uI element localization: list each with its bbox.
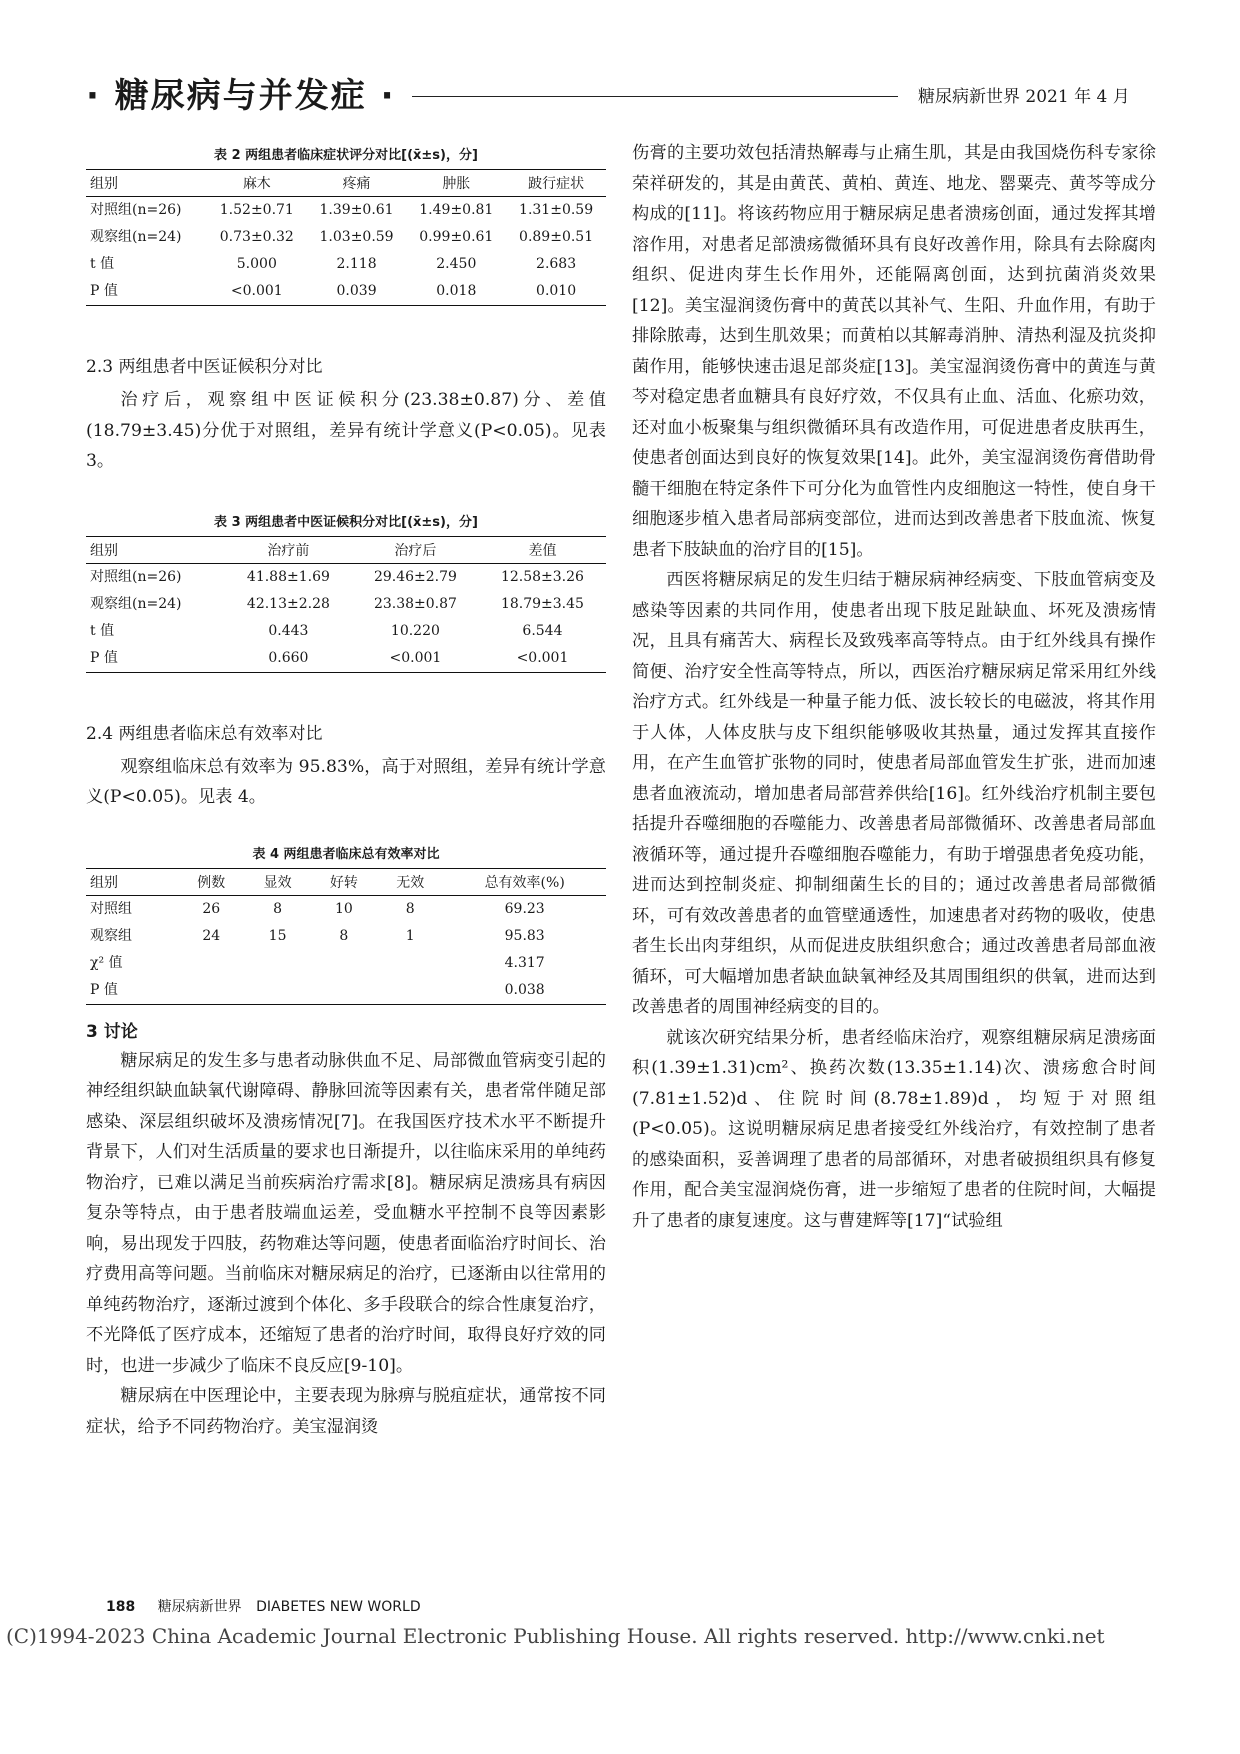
table-cell: 1.03±0.59: [319, 229, 394, 245]
table-cell: <0.001: [207, 278, 307, 306]
table-cell: 0.660: [225, 645, 352, 673]
table-cell: 18.79±3.45: [500, 595, 584, 612]
table-header: 麻木: [207, 170, 307, 197]
table-cell: [244, 950, 310, 977]
table-row: [86, 278, 606, 306]
table-cell: 0.443: [268, 622, 309, 639]
table-cell: <0.001: [352, 645, 479, 673]
table-header: 无效: [377, 868, 443, 895]
right-paragraph-3: 就该次研究结果分析，患者经临床治疗，观察组糖尿病足溃疡面积(1.39±1.31)cm²、换药次数(13.35±1.14)次、溃疡愈合时间(7.81±1.52)d、住院时间(8.78±1.89)d，均短于对照组(P<0.05)。这说明糖尿病足患者接受红外线治疗，有效控制了患者的感染面积，妥善调理了患者的局部循环，对患者破损组织具有修复作用，配合美宝湿润烧伤膏，进一步缩短了患者的住院时间，大幅提升了患者的康复速度。这与曹建辉等[17]“试验组: [632, 1027, 1156, 1231]
discussion-paragraph-1: 糖尿病足的发生多与患者动脉供血不足、局部微血管病变引起的神经组织缺血缺氧代谢障碍、静脉回流等因素有关，患者常伴随足部感染、深层组织破坏及溃疡情况[7]。在我国医疗技术水平不断提升背景下，人们对生活质量的要求也日渐提升，以往临床采用的单纯药物治疗，已难以满足当前疾病治疗需求[8]。糖尿病足溃疡具有病因复杂等特点，由于患者肢端血运差，受血糖水平控制不良等因素影响，易出现发于四肢，药物难达等问题，使患者面临治疗时间长、治疗费用高等问题。当前临床对糖尿病足的治疗，已逐渐由以往常用的单纯药物治疗，逐渐过渡到个体化、多手段联合的综合性康复治疗，不光降低了医疗成本，还缩短了患者的治疗时间，取得良好疗效的同时，也进一步减少了临床不良反应[9-10]。: [86, 1050, 606, 1376]
table-cell: 1.49±0.81: [419, 202, 494, 218]
section-2-4-body: 观察组临床总有效率为 95.83%，高于对照组，差异有统计学意义(P<0.05)。见表 4。: [86, 756, 606, 807]
table-cell: [377, 950, 443, 977]
table-header: 组别: [86, 170, 207, 197]
table-row: [86, 923, 606, 950]
table-cell: 26: [202, 900, 221, 917]
copyright-line: (C)1994-2023 China Academic Journal Electronic Publishing House. All rights reserved. http://www.cnki.net: [6, 1624, 1105, 1648]
table-cell: 0.010: [506, 278, 606, 306]
table-cell: 0.038: [443, 977, 606, 1005]
table-cell: [244, 977, 310, 1005]
table-cell: 23.38±0.87: [373, 595, 457, 612]
section-2-4-title: 2.4 两组患者临床总有效率对比: [86, 723, 323, 744]
table3-caption: 表 3 两组患者中医证候积分对比[(x̄±s)，分]: [214, 514, 478, 530]
table-cell: [311, 977, 377, 1005]
table4-caption: 表 4 两组患者临床总有效率对比: [252, 846, 440, 862]
table-cell: t 值: [90, 622, 115, 639]
table-header: 例数: [178, 868, 244, 895]
table-cell: 8: [405, 900, 415, 917]
table-cell: [311, 950, 377, 977]
table-cell: 对照组(n=26): [90, 202, 182, 218]
table-cell: P 值: [86, 645, 225, 673]
journal-name-en: DIABETES NEW WORLD: [256, 1599, 421, 1615]
page-footer: [106, 1596, 421, 1616]
table-cell: 10: [334, 900, 353, 917]
table-cell: 4.317: [504, 954, 545, 971]
table-cell: [178, 950, 244, 977]
table-cell: 观察组(n=24): [90, 595, 182, 612]
table-cell: t 值: [90, 256, 115, 272]
table-cell: 对照组(n=26): [90, 568, 182, 585]
table-cell: 1.31±0.59: [519, 202, 594, 218]
table-cell: 15: [268, 927, 287, 944]
table-cell: P 值: [86, 977, 178, 1005]
table-cell: 5.000: [236, 256, 277, 272]
table-cell: 10.220: [390, 622, 440, 639]
journal-date: 糖尿病新世界 2021 年 4 月: [918, 87, 1130, 107]
table-header: 肿胀: [406, 170, 506, 197]
journal-name-cn: 糖尿病新世界: [157, 1599, 242, 1615]
table-cell: 12.58±3.26: [500, 568, 584, 585]
table-cell: 2.450: [436, 256, 477, 272]
table-row: [86, 197, 606, 225]
table-header: 治疗前: [225, 536, 352, 563]
table-cell: 1: [405, 927, 415, 944]
table-row: [86, 563, 606, 591]
table-header: 跛行症状: [506, 170, 606, 197]
table-row: [86, 950, 606, 977]
table-cell: [178, 977, 244, 1005]
table-row: [86, 591, 606, 618]
table-row: [86, 618, 606, 645]
table-cell: 41.88±1.69: [246, 568, 330, 585]
table-cell: 29.46±2.79: [373, 568, 457, 585]
discussion-paragraph-2: 糖尿病在中医理论中，主要表现为脉痹与脱疽症状，通常按不同症状，给予不同药物治疗。美宝湿润烫: [86, 1386, 606, 1437]
table3: [86, 536, 606, 673]
table-cell: P 值: [86, 278, 207, 306]
page-number: 188: [106, 1599, 136, 1615]
table-cell: 8: [273, 900, 283, 917]
table-cell: 0.89±0.51: [519, 229, 594, 245]
table-row: [86, 251, 606, 278]
table-cell: 观察组: [90, 927, 132, 944]
table-cell: 观察组(n=24): [90, 229, 182, 245]
table-row: [86, 645, 606, 673]
table-cell: 95.83: [504, 927, 545, 944]
right-paragraph-1: 伤膏的主要功效包括清热解毒与止痛生肌，其是由我国烧伤科专家徐荣祥研发的，其是由黄芪、黄柏、黄连、地龙、罂粟壳、黄芩等成分构成的[11]。将该药物应用于糖尿病足患者溃疡创面，通过发挥其增溶作用，对患者足部溃疡微循环具有良好改善作用，除具有去除腐肉组织、促进肉芽生长作用外，还能隔离创面，达到抗菌消炎效果[12]。美宝湿润烫伤膏中的黄芪以其补气、生阳、升血作用，有助于排除脓毒，达到生肌效果；而黄柏以其解毒消肿、清热利湿及抗炎抑菌作用，能够快速击退足部炎症[13]。美宝湿润烫伤膏中的黄连与黄芩对稳定患者血糖具有良好疗效，不仅具有止血、活血、化瘀功效，还对血小板聚集与组织微循环具有改造作用，可促进患者皮肤再生，使患者创面达到良好的恢复效果[14]。此外，美宝湿润烫伤膏借助骨髓干细胞在特定条件下可分化为血管性内皮细胞这一特性，使自身干细胞逐步植入患者局部病变部位，进而达到改善患者下肢血流、恢复患者下肢缺血的治疗目的[15]。: [632, 143, 1156, 560]
right-paragraph-2: 西医将糖尿病足的发生归结于糖尿病神经病变、下肢血管病变及感染等因素的共同作用，使患者出现下肢足趾缺血、坏死及溃疡情况，且具有痛苦大、病程长及致残率高等特点。由于红外线具有操作简便、治疗安全性高等特点，所以，西医治疗糖尿病足常采用红外线治疗方式。红外线是一种量子能力低、波长较长的电磁波，将其作用于人体，人体皮肤与皮下组织能够吸收其热量，通过发挥其直接作用，在产生血管扩张物的同时，使患者局部血管发生扩张，进而加速患者血液流动，增加患者局部营养供给[16]。红外线治疗机制主要包括提升吞噬细胞的吞噬能力、改善患者局部微循环、改善患者局部血液循环等，通过提升吞噬细胞吞噬能力，有助于增强患者免疫功能，进而达到控制炎症、抑制细菌生长的目的；通过改善患者局部微循环，可有效改善患者的血管壁通透性，加速患者对药物的吸收，使患者生长出肉芽组织，从而促进皮肤组织愈合；通过改善患者局部血液循环，可大幅增加患者缺血缺氧神经及其周围组织的供氧，进而达到改善患者的周围神经病变的目的。: [632, 570, 1156, 1017]
table-header: 组别: [86, 536, 225, 563]
table-cell: 2.683: [536, 256, 577, 272]
table-cell: 0.99±0.61: [419, 229, 494, 245]
table-header: 疼痛: [307, 170, 407, 197]
table-cell: 69.23: [504, 900, 545, 917]
table-header: 治疗后: [352, 536, 479, 563]
table-cell: 24: [202, 927, 221, 944]
table-row: [86, 224, 606, 251]
table-cell: 6.544: [522, 622, 563, 639]
table2-caption: 表 2 两组患者临床症状评分对比[(x̄±s)，分]: [214, 148, 478, 163]
table-cell: 2.118: [336, 256, 377, 272]
table-cell: 1.52±0.71: [219, 202, 294, 218]
table4: [86, 868, 606, 1005]
header-rule: [412, 96, 898, 97]
table-cell: 0.018: [406, 278, 506, 306]
table-header: 差值: [479, 536, 606, 563]
table-row: [86, 977, 606, 1005]
table-cell: 0.039: [307, 278, 407, 306]
table-cell: 42.13±2.28: [246, 595, 330, 612]
section-2-3-body: 治疗后，观察组中医证候积分(23.38±0.87)分、差值(18.79±3.45)分优于对照组，差异有统计学意义(P<0.05)。见表 3。: [86, 390, 606, 471]
section-header: · 糖尿病与并发症 ·: [86, 76, 396, 116]
table-cell: 8: [339, 927, 349, 944]
table2: [86, 169, 606, 306]
table-header: 总有效率(%): [443, 868, 606, 895]
table-cell: [377, 977, 443, 1005]
table-row: [86, 895, 606, 923]
right-column: [632, 138, 1156, 1236]
table-cell: 1.39±0.61: [319, 202, 394, 218]
section-3-title: 3 讨论: [86, 1021, 138, 1042]
left-column: [86, 138, 606, 1442]
table-cell: <0.001: [479, 645, 606, 673]
section-2-3-title: 2.3 两组患者中医证候积分对比: [86, 357, 323, 377]
table-cell: 对照组: [90, 900, 132, 917]
table-header: 好转: [311, 868, 377, 895]
table-cell: χ² 值: [90, 954, 123, 971]
table-cell: 0.73±0.32: [219, 229, 294, 245]
table-header: 组别: [86, 868, 178, 895]
table-header: 显效: [244, 868, 310, 895]
